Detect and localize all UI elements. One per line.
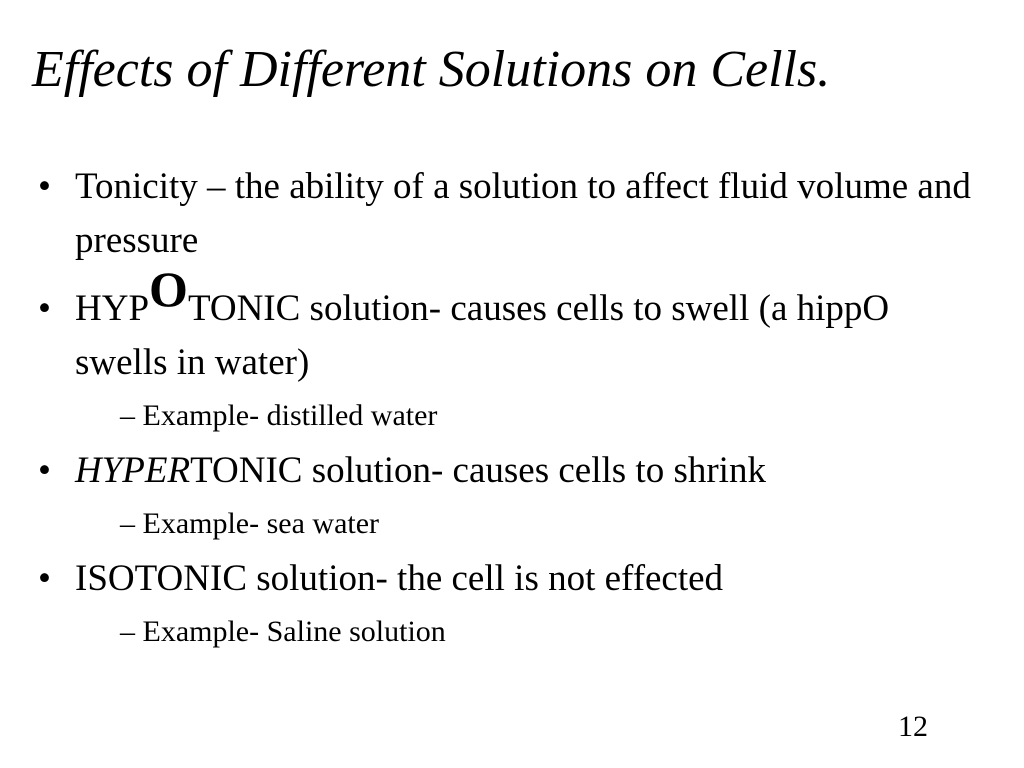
- bullet-item-isotonic: [36, 552, 976, 606]
- subitem-hypotonic-example: – Example- distilled water: [120, 399, 438, 432]
- bullet-text: TONIC solution- causes cells to swell (a hippO swells in water): [75, 288, 890, 383]
- bullet-marker: •: [38, 450, 51, 491]
- bullet-text: ISOTONIC solution- the cell is not effected: [75, 558, 724, 599]
- bullet-text: TONIC solution- causes cells to shrink: [190, 450, 766, 491]
- bullet-item-hypertonic: [36, 444, 976, 498]
- page-number: 12: [898, 710, 928, 743]
- bullet-emphasis-o: O: [149, 261, 188, 317]
- bullet-marker: •: [38, 166, 51, 207]
- bullet-marker: •: [38, 288, 51, 329]
- bullet-list: [36, 160, 976, 654]
- bullet-marker: •: [38, 558, 51, 599]
- slide-title: Effects of Different Solutions on Cells.: [32, 41, 831, 98]
- bullet-prefix: HYP: [75, 288, 150, 329]
- bullet-item-tonicity: [36, 160, 976, 268]
- bullet-emphasis-hyper: HYPER: [75, 450, 191, 491]
- bullet-text: Tonicity – the ability of a solution to affect fluid volume and pressure: [75, 166, 971, 261]
- subitem-hypertonic-example: – Example- sea water: [120, 507, 380, 540]
- bullet-item-hypotonic: [36, 261, 976, 390]
- subitem-isotonic-example: – Example- Saline solution: [120, 615, 446, 648]
